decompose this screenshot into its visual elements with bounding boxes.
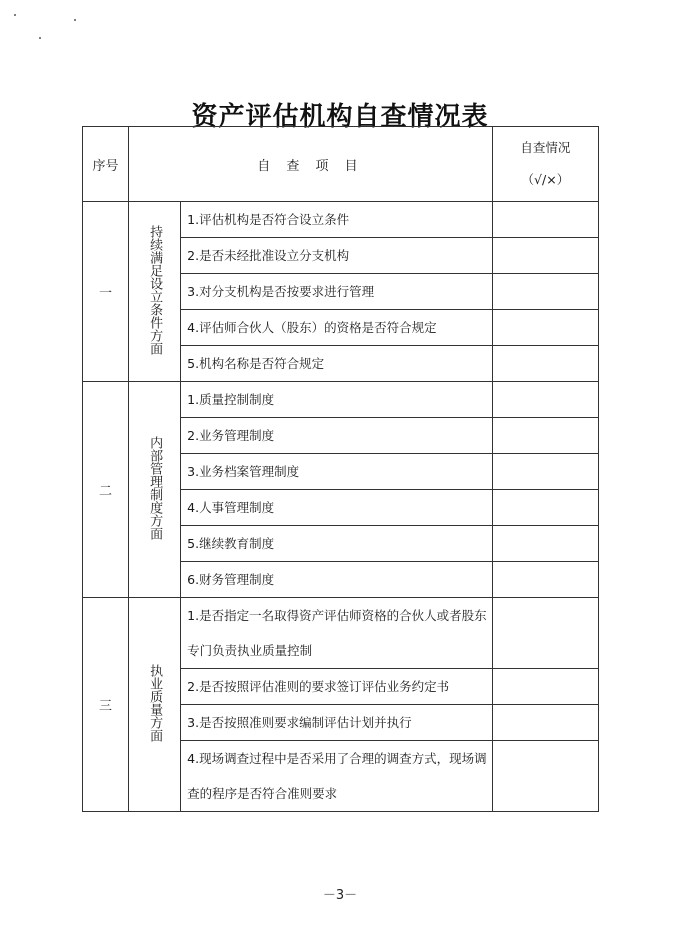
check-item	[181, 526, 493, 562]
check-item	[181, 310, 493, 346]
section-category	[129, 382, 181, 598]
table-row	[83, 202, 599, 238]
header-check-line2: （√/×）	[521, 172, 570, 187]
header-item: 自 查 项 目	[129, 127, 493, 202]
section-category-label: 持续满足设立条件方面	[147, 225, 163, 355]
check-item-text: 6.财务管理制度	[187, 572, 275, 587]
scan-speck	[39, 37, 41, 39]
table-row	[83, 598, 599, 669]
check-item	[181, 274, 493, 310]
check-item-text: 4.人事管理制度	[187, 500, 275, 515]
check-item-text: 4.评估师合伙人（股东）的资格是否符合规定	[187, 320, 437, 335]
header-num: 序号	[83, 127, 129, 202]
check-item	[181, 741, 493, 812]
check-item-text: 1.评估机构是否符合设立条件	[187, 212, 350, 227]
section-number: 三	[83, 598, 129, 812]
section-category	[129, 202, 181, 382]
table-row	[83, 382, 599, 418]
header-check-line1: 自查情况	[520, 140, 571, 155]
check-item-text: 2.是否未经批准设立分支机构	[187, 248, 350, 263]
check-item	[181, 669, 493, 705]
check-item	[181, 238, 493, 274]
check-result-cell[interactable]	[492, 418, 598, 454]
check-item-text: 4.现场调查过程中是否采用了合理的调查方式，现场调查的程序是否符合准则要求	[187, 751, 487, 801]
check-item-text: 2.业务管理制度	[187, 428, 275, 443]
check-item-text: 3.对分支机构是否按要求进行管理	[187, 284, 375, 299]
check-result-cell[interactable]	[492, 705, 598, 741]
check-item	[181, 202, 493, 238]
check-item	[181, 562, 493, 598]
check-item	[181, 382, 493, 418]
check-item	[181, 346, 493, 382]
check-result-cell[interactable]	[492, 310, 598, 346]
scan-speck	[74, 19, 76, 21]
check-result-cell[interactable]	[492, 598, 598, 669]
check-result-cell[interactable]	[492, 526, 598, 562]
section-category	[129, 598, 181, 812]
check-result-cell[interactable]	[492, 669, 598, 705]
document-title: 资产评估机构自查情况表	[191, 102, 489, 132]
check-item-text: 1.是否指定一名取得资产评估师资格的合伙人或者股东专门负责执业质量控制	[187, 608, 487, 658]
check-item-text: 2.是否按照评估准则的要求签订评估业务约定书	[187, 679, 450, 694]
check-item	[181, 454, 493, 490]
check-item	[181, 705, 493, 741]
check-result-cell[interactable]	[492, 490, 598, 526]
check-item	[181, 418, 493, 454]
section-number: 二	[83, 382, 129, 598]
check-result-cell[interactable]	[492, 741, 598, 812]
page-number: －3－	[322, 888, 358, 903]
check-item-text: 5.机构名称是否符合规定	[187, 356, 325, 371]
self-check-table	[82, 126, 599, 812]
check-result-cell[interactable]	[492, 238, 598, 274]
check-item-text: 1.质量控制制度	[187, 392, 275, 407]
check-result-cell[interactable]	[492, 274, 598, 310]
scan-speck	[14, 14, 16, 16]
check-item-text: 3.业务档案管理制度	[187, 464, 300, 479]
check-result-cell[interactable]	[492, 346, 598, 382]
section-category-label: 内部管理制度方面	[147, 436, 163, 540]
check-result-cell[interactable]	[492, 454, 598, 490]
check-result-cell[interactable]	[492, 562, 598, 598]
check-item-text: 3.是否按照准则要求编制评估计划并执行	[187, 715, 412, 730]
section-category-label: 执业质量方面	[147, 664, 163, 742]
check-item	[181, 598, 493, 669]
check-item-text: 5.继续教育制度	[187, 536, 275, 551]
check-item	[181, 490, 493, 526]
header-check	[492, 127, 598, 202]
table-header-row	[83, 127, 599, 202]
check-result-cell[interactable]	[492, 382, 598, 418]
section-number: 一	[83, 202, 129, 382]
check-result-cell[interactable]	[492, 202, 598, 238]
